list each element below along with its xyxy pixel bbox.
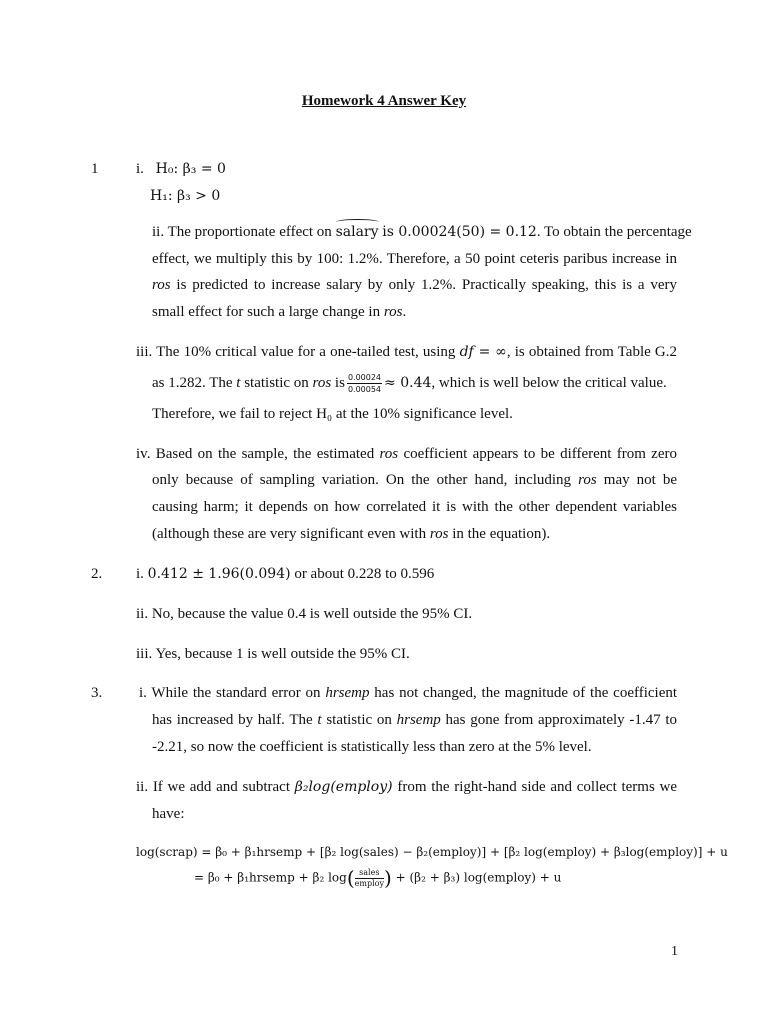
q1-ii-line3 [152,277,677,294]
approx-value: ≈ 0.44 [384,374,432,391]
t-term: t [317,712,322,728]
q1-iv-text: may not be [603,472,678,488]
q2-i-label: i. [136,566,144,582]
q3-i-line3: -2.21, so now the coefficient is statistically less than zero at the 5% level. [152,739,592,755]
close-paren: ) [383,866,392,890]
t-stat-fraction [347,372,382,395]
q1-iii-text: statistic on [244,374,309,391]
question-number-1: 1 [91,161,99,177]
q1-iv-text: (although these are very significant even with [152,526,427,542]
hrsemp-term: hrsemp [325,685,370,701]
df-infinity-math: df = ∞ [459,344,507,360]
q3-ii-text: ii. If we add and subtract [136,779,291,795]
q1-ii-math: is 0.00024(50) = 0.12 [382,224,537,240]
fraction-denominator: employ [354,878,384,888]
q1-ii-text: small effect for such a large change in [152,304,381,320]
q2-ci-math: 0.412 ± 1.96(0.094) [147,566,291,582]
q1-ii-line2: effect, we multiply this by 100: 1.2%. Therefore, a 50 point ceteris paribus increase in [152,251,677,267]
q1-h0: H₀: β₃ = 0 [155,161,226,177]
fraction-numerator: 0.00024 [347,373,382,382]
q2-iii: iii. Yes, because 1 is well outside the 95% CI. [136,646,410,662]
q3-i-text: has increased by half. The [152,712,313,728]
ros-term: ros [152,277,171,293]
ros-term: ros [578,472,597,488]
q1-iv-text: iv. Based on the sample, the estimated [136,446,375,462]
q3-ii-text: from the right-hand side and collect terms we [397,779,678,795]
q1-iv-text: in the equation). [452,526,551,542]
q2-ii: ii. No, because the value 0.4 is well outside the 95% CI. [136,606,473,622]
question-number-2: 2. [91,566,103,582]
q1-ii-line4 [152,304,406,321]
q1-iv-text: coefficient appears to be different from zero [403,446,677,462]
fraction-denominator: 0.00054 [347,385,382,394]
equation-line-2 [194,866,561,890]
q1-iii-text: is [334,374,345,391]
q3-i-line2 [152,712,677,729]
q1-ii-text: is predicted to increase salary by only 1.2%. Practically speaking, this is a very [176,277,678,293]
q1-iii-text: as 1.282. The [152,374,233,391]
fraction-numerator: sales [355,868,384,879]
beta2-log-employ-math: β₂log(employ) [294,779,393,795]
q1-ii-text-a: ii. The proportionate effect on [152,224,332,240]
q3-i-text: has not changed, the magnitude of the coefficient [374,685,678,701]
q1-iii-line2 [152,372,677,395]
ros-term: ros [312,374,332,391]
equation-text: = β₀ + β₁hrsemp + β₂ log [194,870,347,885]
q1-iv-line1 [136,446,677,463]
ros-term: ros [429,526,449,542]
equation-line-1: log(scrap) = β₀ + β₁hrsemp + [β₂ log(sales) − β₂(employ)] + [β₂ log(employ) + β₃log(employ)] + u [136,845,728,859]
t-term: t [236,374,241,391]
open-paren: ( [346,866,355,890]
q1-i-label: i. [136,161,144,177]
salary-hat: salary [335,224,379,240]
q2-i-text: or about 0.228 to 0.596 [294,566,435,582]
q3-i-text: i. While the standard error on [139,685,321,701]
q1-ii-text-c: . To obtain the percentage [536,224,692,240]
sales-employ-fraction [355,868,384,889]
q3-i-text: has gone from approximately -1.47 to [445,712,678,728]
q3-i-line1 [139,685,677,702]
page-title: Homework 4 Answer Key [301,93,467,109]
q1-iii-line1 [136,344,677,361]
q1-h1: H₁: β₃ > 0 [150,188,221,204]
question-number-3: 3. [91,685,103,701]
equation-text: + (β₂ + β₃) log(employ) + u [395,870,562,885]
q1-iii-text: , which is well below the critical value. [431,374,667,391]
q1-iii-line3: Therefore, we fail to reject H₀ at the 10% significance level. [152,406,513,422]
q1-iv-line4 [152,526,550,543]
period: . [402,304,407,320]
ros-term: ros [379,446,399,462]
q1-iv-text: only because of sampling variation. On the other hand, including [152,472,572,488]
q2-i-row [136,566,434,583]
page-number: 1 [671,944,678,959]
q1-iii-text: iii. The 10% critical value for a one-tailed test, using [136,344,456,360]
q3-i-text: statistic on [326,712,392,728]
q3-ii-line1 [136,779,677,796]
q1-iii-text: , is obtained from Table G.2 [506,344,678,360]
ros-term: ros [383,304,403,320]
hrsemp-term: hrsemp [396,712,441,728]
q1-iv-line3: causing harm; it depends on how correlated it is with the other dependent variables [152,499,677,515]
q1-iv-line2 [152,472,677,489]
q3-ii-line2: have: [152,806,185,822]
q1-ii-line1 [152,224,692,241]
q1-i-row [136,161,226,178]
